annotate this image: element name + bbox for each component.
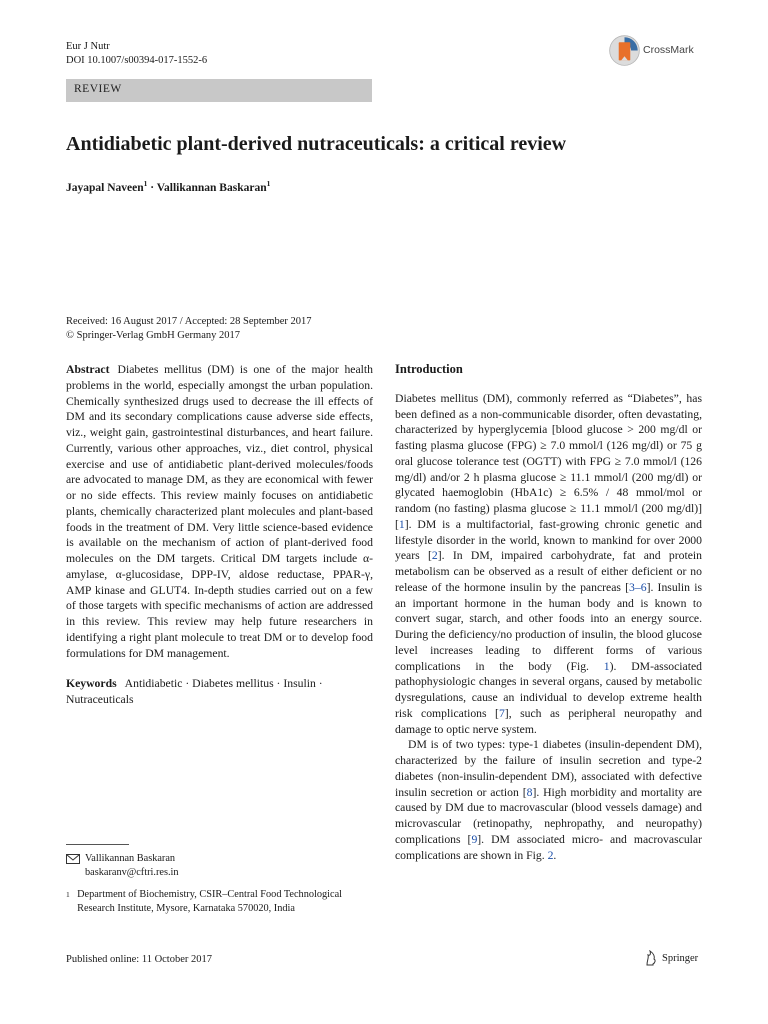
crossmark-badge[interactable] bbox=[608, 32, 708, 68]
citation-link[interactable]: 2 bbox=[547, 848, 554, 862]
correspondence bbox=[66, 852, 179, 879]
introduction-paragraph-2 bbox=[395, 737, 702, 863]
section-label-bar bbox=[66, 79, 372, 102]
paragraph-text: ]. DM associated micro- and macrovascular complications are shown in Fig. bbox=[395, 832, 702, 862]
journal-header bbox=[66, 40, 207, 68]
right-column bbox=[395, 362, 702, 863]
publisher-name: Springer bbox=[662, 952, 699, 964]
journal-name: Eur J Nutr bbox=[66, 41, 110, 52]
left-column bbox=[66, 362, 373, 708]
paragraph-text: DM is of two types: type-1 diabetes (insulin-dependent DM), characterized by the failure of insulin secretion and type-2 diabetes (non-insulin-dependent DM), associated with defective insulin secretion or action [ bbox=[395, 738, 702, 799]
author-name[interactable]: Vallikannan Baskaran bbox=[156, 181, 267, 194]
keywords-text: Antidiabetic · Diabetes mellitus · Insulin · Nutraceuticals bbox=[66, 677, 323, 706]
paragraph-text: Diabetes mellitus (DM), commonly referred as “Diabetes”, has been defined as a non-communicable disorder, often devastating, characterized by hyperglycemia [blood glucose > 200 mg/dl or fasting plasma glucose (FPG) ≥ 7.0 mmol/l (126 mg/dl) or 75 g oral glucose tolerance test (OGTT) with FPG ≥ 7.0 mmol/l (126 mg/dl) and/or 2 h plasma glucose ≥ 11.1 mmol/l (200 mg/dl) or glycated haemoglobin (HbA1c) ≥ 6.5% / 48 mmol/mol or random (no fasting) plasma glucose ≥ 11.1 mmol/l (200 mg/dl)] [ bbox=[395, 391, 702, 531]
abstract-heading: Abstract bbox=[66, 363, 110, 376]
keywords-heading: Keywords bbox=[66, 677, 117, 691]
author-separator: · bbox=[147, 181, 157, 194]
affiliation-number: 1 bbox=[66, 890, 70, 899]
introduction-heading: Introduction bbox=[395, 362, 463, 376]
paragraph-text: . bbox=[553, 848, 557, 862]
introduction-paragraph-1 bbox=[395, 391, 702, 738]
keywords bbox=[66, 676, 373, 708]
citation-link[interactable]: 9 bbox=[471, 832, 478, 846]
published-date: Published online: 11 October 2017 bbox=[66, 954, 213, 965]
article-dates bbox=[66, 315, 386, 342]
abstract bbox=[66, 362, 373, 661]
affiliation-text: Department of Biochemistry, CSIR–Central Food Technological Research Institute, Mysore, Karnataka 570020, India bbox=[77, 889, 343, 914]
author-name[interactable]: Jayapal Naveen bbox=[66, 181, 144, 194]
author-list bbox=[66, 179, 270, 194]
citation-link[interactable]: 1 bbox=[603, 659, 610, 673]
doi[interactable]: DOI 10.1007/s00394-017-1552-6 bbox=[66, 55, 208, 66]
correspondence-email[interactable]: baskaranv@cftri.res.in bbox=[85, 866, 179, 878]
section-label: REVIEW bbox=[74, 83, 122, 95]
paragraph-text: ]. High morbidity and mortality are caused by DM due to macrovascular (blood vessels damage) and microvascular (retinopathy, nephropathy, and neuropathy) complications [ bbox=[395, 785, 702, 846]
article-title: Antidiabetic plant-derived nutraceuticals: a critical review bbox=[66, 133, 567, 155]
abstract-text: Diabetes mellitus (DM) is one of the major health problems in the world, especially amongst the urban population. Chemically synthesized drugs used to decrease the ill effects of DM and its secondary complications cause adverse side effects, viz., weight gain, gastrointestinal disturbances, and heart failure. Currently, various other approaches, viz., diet control, physical exercise and use of antidiabetic plant-derived molecules/foods are advocated to manage DM, as they are economical with fewer or no side effects. This review mainly focuses on antidiabetic plants, chemically characterized plant molecules and plant-based foods in the treatment of DM. Very little science-based evidence is available on the mechanism of action of plant-derived food molecules on the DM targets. Critical DM targets include α-amylase, α-glucosidase, DPP-IV, aldose reductase, PPAR-γ, AMP kinase and GLUT4. In-depth studies carried out on a few of those targets with specific mechanisms of action are addressed in this review. This review may help future researchers in identifying a right plant molecule to treat DM or to develop food formulations for DM management. bbox=[66, 363, 373, 660]
author-affil-marker: 1 bbox=[266, 179, 271, 188]
paragraph-text: ], such as peripheral neuropathy and damage to optic nerve system. bbox=[395, 706, 702, 736]
envelope-icon bbox=[66, 854, 82, 865]
received-accepted: Received: 16 August 2017 / Accepted: 28 September 2017 bbox=[66, 316, 312, 327]
affiliation bbox=[66, 888, 376, 915]
citation-link[interactable]: 1 bbox=[398, 517, 405, 531]
paragraph-text: ]. In DM, impaired carbohydrate, fat and protein metabolism can be observed as a result of either deficient or no release of the hormone insulin by the pancreas [ bbox=[395, 549, 702, 594]
citation-link[interactable]: 3–6 bbox=[629, 580, 647, 594]
springer-horse-icon bbox=[644, 950, 658, 966]
copyright: © Springer-Verlag GmbH Germany 2017 bbox=[66, 329, 240, 341]
citation-link[interactable]: 7 bbox=[498, 706, 505, 720]
crossmark-icon bbox=[608, 34, 641, 67]
paragraph-text: ]. DM is a multifactorial, fast-growing chronic genetic and lifestyle disorder in the world, known to mankind for over 2000 years [ bbox=[395, 517, 702, 563]
citation-link[interactable]: 2 bbox=[431, 549, 438, 563]
footnote-divider bbox=[66, 844, 129, 845]
author-affil-marker: 1 bbox=[143, 179, 148, 188]
citation-link[interactable]: 8 bbox=[526, 785, 533, 799]
publisher-logo[interactable] bbox=[644, 950, 698, 966]
correspondence-name: Vallikannan Baskaran bbox=[85, 853, 176, 864]
paragraph-text: ). DM-associated pathophysiologic changes in several organs, caused by metabolic dysregulations, cause an individual to develop extreme health risk complications [ bbox=[395, 659, 702, 720]
paragraph-text: ]. Insulin is an important hormone in the human body and is known to convert sugar, starch, and other foods into an energy source. During the deficiency/no production of insulin, the blood glucose level increases leading to different forms of various complications in the body (Fig. bbox=[395, 580, 703, 673]
crossmark-label: CrossMark bbox=[643, 44, 694, 56]
